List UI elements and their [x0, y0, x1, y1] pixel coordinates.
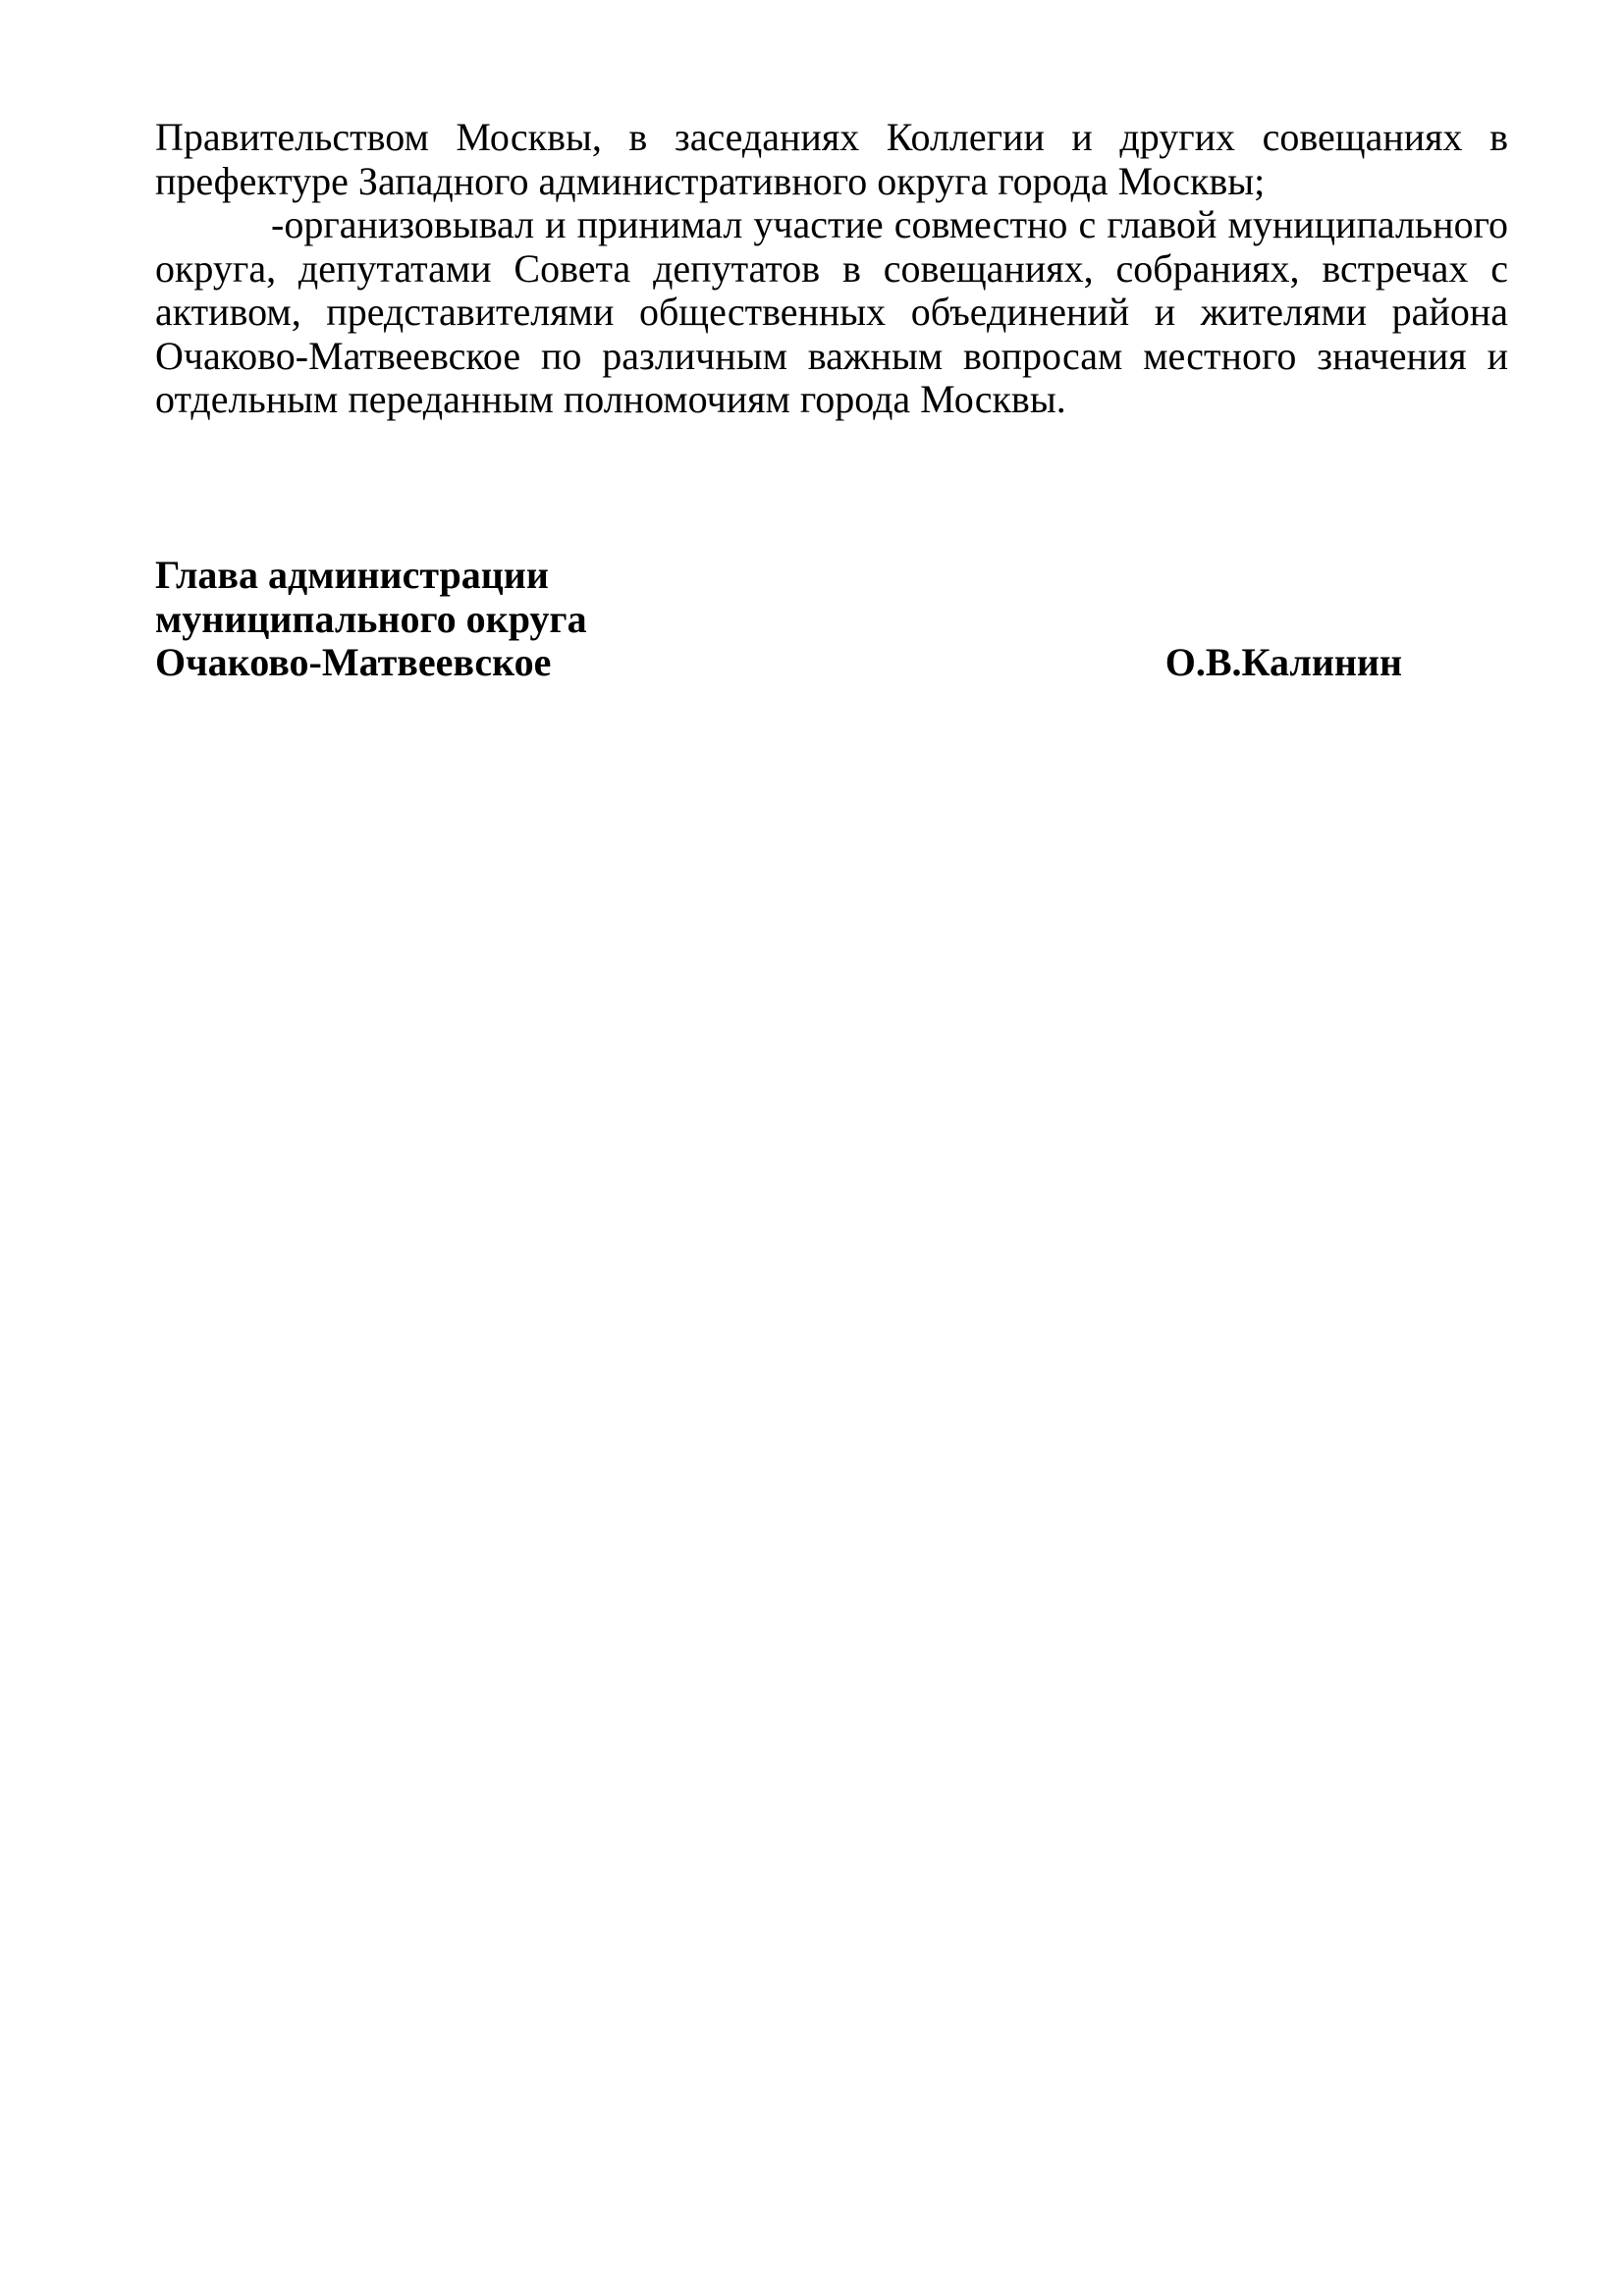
- paragraph-continuation: Правительством Москвы, в заседаниях Коллегии и других совещаниях в префектуре Западного административного округа города Москвы;: [155, 115, 1508, 203]
- document-body: [155, 116, 1508, 422]
- signatory-name: О.В.Калинин: [1164, 640, 1402, 684]
- signature-title-line2: муниципального округа: [155, 596, 587, 641]
- signature-title-line3: Очаково-Матвеевское: [155, 640, 552, 684]
- signature-block: [155, 554, 1402, 685]
- paragraph-activities: -организовывал и принимал участие совместно с главой муниципального округа, депутатами Совета депутатов в совещаниях, собраниях, встречах с активом, представителями общественных объединений и жителями района Очаково-Матвеевское по различным важным вопросам местного значения и отдельным переданным полномочиям города Москвы.: [155, 202, 1508, 421]
- signature-last-row: [155, 641, 1402, 685]
- signature-title-line1: Глава администрации: [155, 553, 549, 597]
